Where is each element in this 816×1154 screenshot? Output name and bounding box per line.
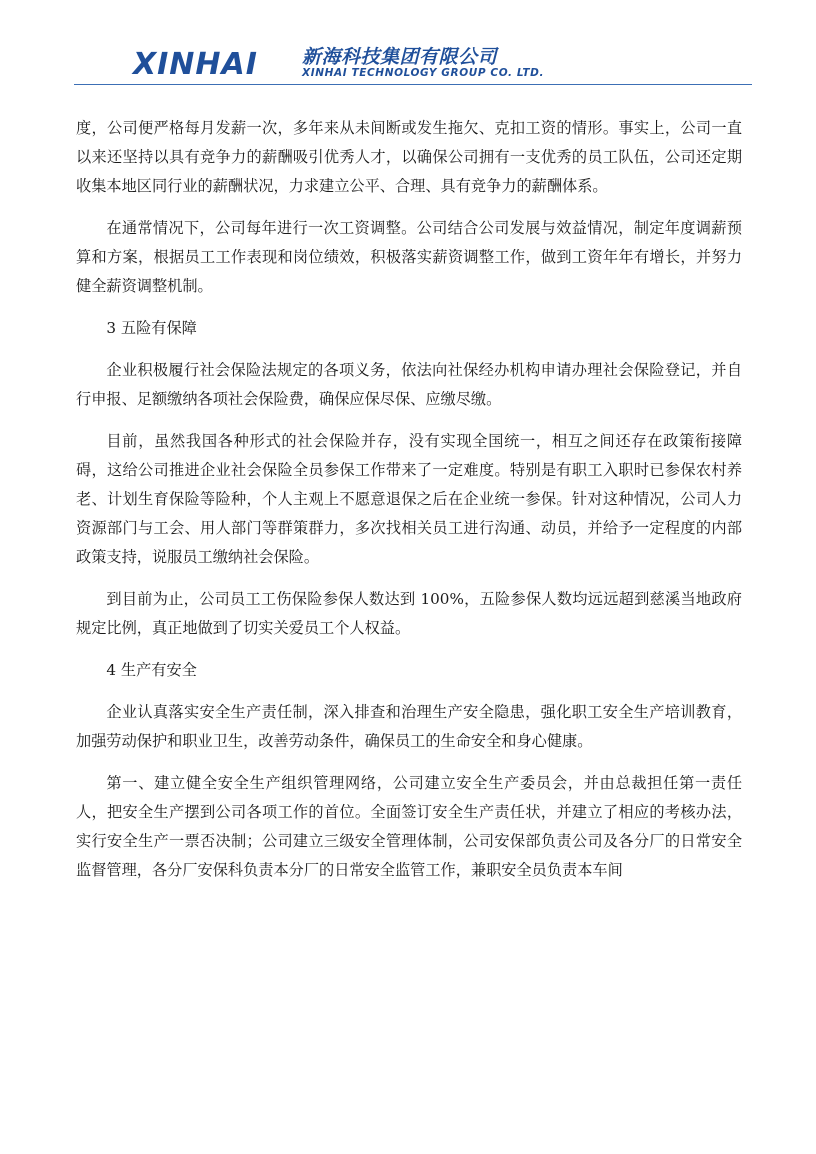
company-name-chinese: 新海科技集团有限公司	[302, 46, 498, 68]
document-body	[76, 114, 742, 898]
section-heading-safety: 4 生产有安全	[106, 661, 197, 679]
paragraph-safety-overview: 企业认真落实安全生产责任制，深入排查和治理生产安全隐患，强化职工安全生产培训教育，加强劳动保护和职业卫生，改善劳动条件，确保员工的生命安全和身心健康。	[76, 703, 742, 750]
header-divider	[74, 84, 752, 85]
paragraph-salary-continued: 度，公司便严格每月发薪一次，多年来从未间断或发生拖欠、克扣工资的情形。事实上，公司一直以来还坚持以具有竞争力的薪酬吸引优秀人才，以确保公司拥有一支优秀的员工队伍，公司还定期收集本地区同行业的薪酬状况，力求建立公平、合理、具有竞争力的薪酬体系。	[76, 119, 742, 195]
paragraph-safety-organization: 第一、建立健全安全生产组织管理网络，公司建立安全生产委员会，并由总裁担任第一责任人，把安全生产摆到公司各项工作的首位。全面签订安全生产责任状，并建立了相应的考核办法，实行安全生产一票否决制；公司建立三级安全管理体制，公司安保部负责公司及各分厂的日常安全监督管理，各分厂安保科负责本分厂的日常安全监管工作，兼职安全员负责本车间	[76, 774, 742, 879]
paragraph-insurance-results: 到目前为止，公司员工工伤保险参保人数达到 100%，五险参保人数均远远超到慈溪当地政府规定比例，真正地做到了切实关爱员工个人权益。	[76, 590, 742, 637]
paragraph-salary-adjustment: 在通常情况下，公司每年进行一次工资调整。公司结合公司发展与效益情况，制定年度调薪预算和方案，根据员工工作表现和岗位绩效，积极落实薪资调整工作，做到工资年年有增长，并努力健全薪资调整机制。	[76, 219, 742, 295]
paragraph-insurance-challenges: 目前，虽然我国各种形式的社会保险并存，没有实现全国统一，相互之间还存在政策衔接障碍，这给公司推进企业社会保险全员参保工作带来了一定难度。特别是有职工入职时已参保农村养老、计划生育保险等险种，个人主观上不愿意退保之后在企业统一参保。针对这种情况，公司人力资源部门与工会、用人部门等群策群力，多次找相关员工进行沟通、动员，并给予一定程度的内部政策支持，说服员工缴纳社会保险。	[76, 432, 742, 566]
paragraph-insurance-obligations: 企业积极履行社会保险法规定的各项义务，依法向社保经办机构申请办理社会保险登记，并自行申报、足额缴纳各项社会保险费，确保应保尽保、应缴尽缴。	[76, 361, 742, 408]
section-heading-insurance: 3 五险有保障	[106, 319, 197, 337]
company-logo-wordmark: XINHAI	[133, 47, 258, 82]
company-name-english: XINHAI TECHNOLOGY GROUP CO. LTD.	[302, 67, 545, 79]
page-header	[0, 0, 816, 90]
